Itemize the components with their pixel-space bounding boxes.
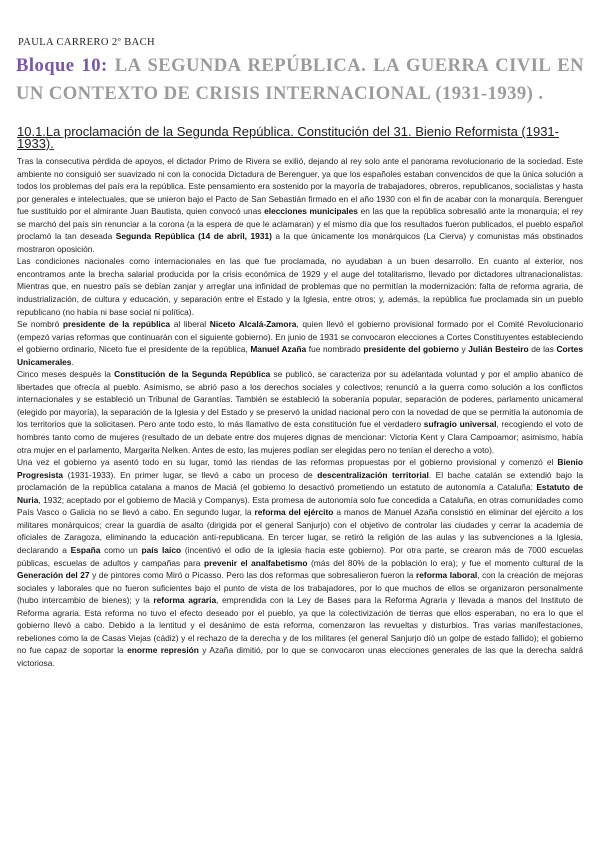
bold-term: reforma laboral	[416, 570, 478, 581]
section-heading: 10.1.La proclamación de la Segunda República. Constitución del 31. Bienio Reformista (1931-1933).	[17, 124, 559, 151]
text-run: , emprendida con la Ley de Bases para la Reforma Agraria y llevada a manos del Instituto de Reforma agraria. Esta reforma no tuvo el efecto deseado por el pueblo, ya que la colectivización de tierras que ellos esperaban, no era lo que el gobierno llevó a cabo. Debido a la lentitud y el desánimo de esta reforma, comenzaron las revueltas y disturbios. Tras varias manifestaciones, rebeliones como la de Casas Viejas (cádiz) y el rechazo de la derecha y de los militares (el general Sanjurjo dió un golpe de estado fallido); el gobierno no fue capaz de soportar la	[17, 595, 583, 656]
text-run: fue nombrado	[306, 344, 364, 355]
bold-term: presidente del gobierno	[363, 344, 459, 355]
bold-term: prevenir el analfabetismo	[203, 557, 308, 568]
bold-term: España	[70, 544, 101, 555]
text-run: a manos de Manuel Azaña consistió en eliminar del ejército a los militares monárquicos; crear la guardia de asalto (dirigida por el general Sanjurjo) con el objetivo de controlar las ciudades y cerrar la academia de oficiales de Zaragoza, eliminando la educación anti-republicana. En tercer lugar, se retiró la religión de las aulas y las subvenciones a la Iglesia, declarando a	[17, 507, 584, 555]
text-run: , recogiendo el voto de hombres tanto como de mujeres (resultado de un debate entre dos mujeres dignas de mencionar: Victoria Kent y Clara Campoamor; asimismo, había otra mujer en el parlamento, Margarita Nelken. Antes de esto, las mujeres podían ser elegidas pero no tenían el derecho a voto).	[17, 419, 583, 455]
bold-term: descentralización territorial	[317, 469, 429, 480]
bold-term: Niceto Alcalá-Zamora	[209, 319, 297, 330]
bold-term: enorme represión	[127, 645, 199, 656]
text-run: Una vez el gobierno ya asentó todo en su lugar, tomó las riendas de las reformas propuestas por el gobierno provisional y comenzó el	[17, 457, 558, 468]
bold-term: país laico	[141, 544, 182, 555]
text-run: Se nombró	[17, 319, 63, 330]
text-run: de las	[528, 344, 557, 355]
text-run: (incentivó el odio de la iglesia hacia este gobierno). Por otra parte, se crearon más de 7000 escuelas públicas, escuelas de adultos y campañas para	[17, 544, 584, 568]
text-run: se publicó, se caracteriza por su adelantada voluntad y por el amplio abanico de libertades que ofrecía al pueblo. Asimismo, se abrió paso a los derechos sociales y colectivos; renunció a la guerra como solución a los conflictos internacionales y se estableció un Tribunal de Garantías. También se estableció la soberanía popular, separación de poderes, parlamento unicameral (elegido por mayoría), la separación de la Iglesia y del Estado y se preservó la unidad nacional pero con la novedad de que se permitía la autonomía de los territorios que la solicitasen. Pero ante todo esto, lo más llamativo de esta constitución fue el verdadero	[17, 369, 583, 430]
text-run: , con la creación de mejoras sociales y laborales que no fueron suficientes bajo el punto de vista de los trabajadores, por lo que muchos de ellos se organizaron personalmente (hubo intercambio de bienes); y la	[17, 570, 583, 606]
text-run: como un	[100, 544, 142, 555]
bold-term: Estatuto de Nuria	[17, 482, 583, 505]
text-run: en las que la república sobresalió ante la monarquía; el rey se marchó del país sin renunciar a la corona (a la espera de que le aclamaran) y el mismo día que los resultados fueron publicados, el pueblo español proclamó la tan deseada	[17, 206, 583, 242]
document-body	[17, 155, 583, 669]
page-title	[16, 52, 584, 108]
author-line: PAULA CARRERO 2º BACH	[18, 37, 156, 48]
bold-term: elecciones municipales	[264, 206, 358, 217]
bold-term: Manuel Azaña	[250, 344, 307, 355]
text-run: Cinco meses después la	[17, 369, 115, 380]
bold-term: reforma del ejército	[254, 507, 334, 518]
title-text: LA SEGUNDA REPÚBLICA. LA GUERRA CIVIL EN UN CONTEXTO DE CRISIS INTERNACIONAL (1931-1939) .	[16, 55, 585, 104]
bold-term: sufragio universal	[423, 419, 497, 430]
text-run: al liberal	[170, 319, 210, 330]
bold-term: reforma agraria	[153, 595, 217, 606]
paragraph-3	[17, 318, 583, 368]
bold-term: Segunda República (14 de abril, 1931)	[115, 231, 272, 242]
paragraph-2	[17, 255, 583, 318]
text-run: Las condiciones nacionales como internacionales en las que fue proclamada, no ayudaban a un buen desarrollo. En cuanto al exterior, nos encontramos ante la brecha salarial producida por la crisis económica de 1929 y el auge del totalitarismo, llevado por dictadores ultranacionalistas. Mientras que, en nuestro país se debían zanjar y arreglar una infinidad de problemas que no permitían la modernización: falta de reforma agraria, de industrialización, de cultura y educación, y separación entre el Estado y la Iglesia, entre otros; y, además, la república fue proclamada sin un pueblo republicano (no había ni base social ni política).	[17, 256, 583, 317]
text-run: , quien llevó el gobierno provisional formado por el Comité Revolucionario (empezó varias reformas que continuarán con el siguiente gobierno). En junio de 1931 se convocaron elecciones a Cortes Constituyentes estableciendo el gobierno ordinario, Niceto fue el presidente de la república,	[17, 319, 584, 355]
bold-term: presidente de la república	[62, 319, 171, 330]
text-run: . El bache catalán se extendió bajo la proclamación de la república catalana a manos de Maciá (el gobierno lo desactivó prometiendo un estatuto de autonomía a Cataluña:	[17, 469, 583, 493]
bold-term: Constitución de la Segunda República	[114, 369, 271, 380]
paragraph-5	[17, 456, 583, 669]
text-run: y Azaña dimitió, por lo que se convocaron unas elecciones generales de las que la derecha saldrá victoriosa.	[17, 645, 584, 668]
bold-term: Generación del 27	[17, 570, 90, 581]
text-run: a la que únicamente los monárquicos (La Cierva) y comunistas más obstinados mostraron oposición.	[17, 231, 583, 254]
text-run: y de pintores como Miró o Picasso. Pero las dos reformas que sobresalieron fueron la	[89, 570, 417, 581]
bloque-label: Bloque 10:	[16, 55, 108, 76]
text-run: Tras la consecutiva pérdida de apoyos, el dictador Primo de Rivera se exilió, dejando al rey solo ante el panorama revolucionario de la sociedad. Este ambiente no consiguió ser suavizado ni con la conocida Dictadura de Berenguer, ya que los españoles estaban convencidos de que la única solución a todos los problemas del país era la república. Este pensamiento era sostenido por la mayoría de trabajadores, obreros, republicanos, socialistas y hasta por generales e intelectuales, que se unieron bajo el Pacto de San Sebastián firmado en el año 1930 con el fin de acabar con la monarquía. Berenguer fue sustituido por el almirante Juan Bautista, quien convocó unas	[17, 156, 583, 217]
text-run: .	[71, 356, 74, 367]
text-run: , 1932; aceptado por el gobierno de Maciá y Companys). Esta promesa de autonomía solo fue concedida a Cataluña, en otras comunidades como País Vasco o Galicia no se llevó a cabo. En segundo lugar, la	[17, 494, 583, 518]
text-run: y	[458, 344, 469, 355]
paragraph-4	[17, 368, 583, 456]
bold-term: Julián Besteiro	[468, 344, 529, 355]
bold-term: Bienio Progresista	[17, 457, 583, 480]
bold-term: Cortes Unicamerales	[17, 344, 583, 367]
text-run: (1931-1933). En primer lugar, se llevó a cabo un proceso de	[63, 469, 318, 480]
paragraph-1	[17, 155, 583, 255]
text-run: (más del 80% de la población lo era); y fue el momento cultural de la	[307, 557, 583, 568]
